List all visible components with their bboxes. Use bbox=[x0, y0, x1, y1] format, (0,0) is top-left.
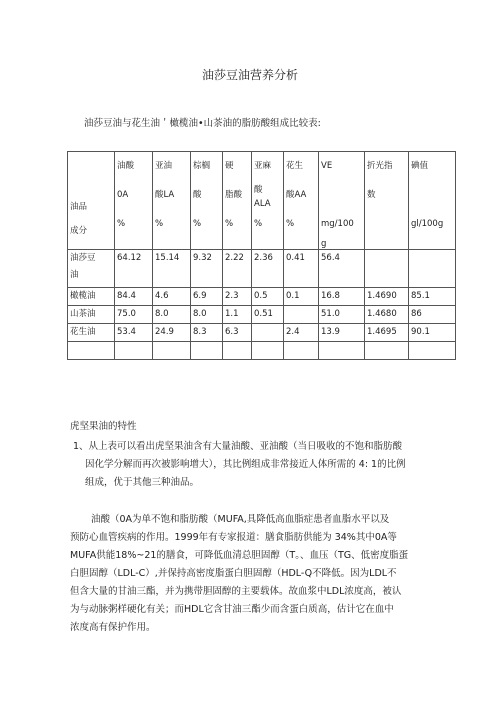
header-palmitic: 棕榈 酸 % bbox=[191, 152, 223, 250]
table-header-row bbox=[68, 152, 456, 250]
table-row: 橄榄油 84.4 4.6 6.9 2.3 0.5 0.1 16.8 1.4690 85.1 bbox=[68, 288, 456, 306]
table-row-empty bbox=[68, 342, 456, 360]
header-iodine-value: 碘值 gl/100g bbox=[409, 152, 456, 250]
paragraph-1: 1、从上表可以看出虎坚果油含有大量油酸、亚油酸（当日吸收的不饱和脂肪酸 因化学分解而再次被影响增大），其比例组成非常接近人体所需的 4: 1的比例 组成，优于其他三种油品。 bbox=[73, 441, 406, 488]
table-row: 油莎豆 油 64.12 15.14 9.32 2.22 2.36 0.41 56.4 bbox=[68, 250, 456, 288]
header-arachidic: 花生 酸AA % bbox=[284, 152, 319, 250]
header-linoleic: 亚油 酸LA % bbox=[153, 152, 191, 250]
fatty-acid-table bbox=[67, 151, 456, 360]
header-stearic: 硬 脂酸 % bbox=[223, 152, 252, 250]
page-title: 油莎豆油营养分析 bbox=[201, 68, 298, 82]
paragraph-2: 油酸（0A为单不饱和脂肪酸（MUFA,具降低高血脂症患者血脂水平以及 预防心血管疾病的作用。1999年有专家报道：膳食脂肪供能为 34%其中0A等 MUFA供能18%~21的膳食，可降低血清总胆固醇（T。、血压（TG、低密度脂蛋 白胆固醇（LDL-C）,并保持高密度脂蛋白胆固醇（HDL-Q不降低。因为LDL不 但含大量的甘油三酯，并为携带胆固醇的主要载体。故血浆中LDL浓度高，被认 为与动脉粥样硬化有关；而HDL它含甘油三酯少而含蛋白质高，估计它在血中 浓度高有保护作用。 bbox=[70, 514, 409, 633]
header-product: 油品 成分 bbox=[68, 152, 115, 250]
table-row: 花生油 53.4 24.9 8.3 6.3 2.4 13.9 1.4695 90.1 bbox=[68, 324, 456, 342]
section-heading: 虎坚果油的特性 bbox=[70, 421, 137, 432]
header-linolenic: 亚麻 酸 ALA % bbox=[252, 152, 284, 250]
header-refractive-index: 折光指 数 bbox=[365, 152, 409, 250]
table-row: 山茶油 75.0 8.0 8.0 1.1 0.51 51.0 1.4680 86 bbox=[68, 306, 456, 324]
header-ve: VE mg/100 g bbox=[319, 152, 365, 250]
header-oleic: 油酸 0A % bbox=[115, 152, 153, 250]
table-intro: 油莎豆油与花生油＇橄榄油•山茶油的脂肪酸组成比较表: bbox=[84, 118, 321, 129]
